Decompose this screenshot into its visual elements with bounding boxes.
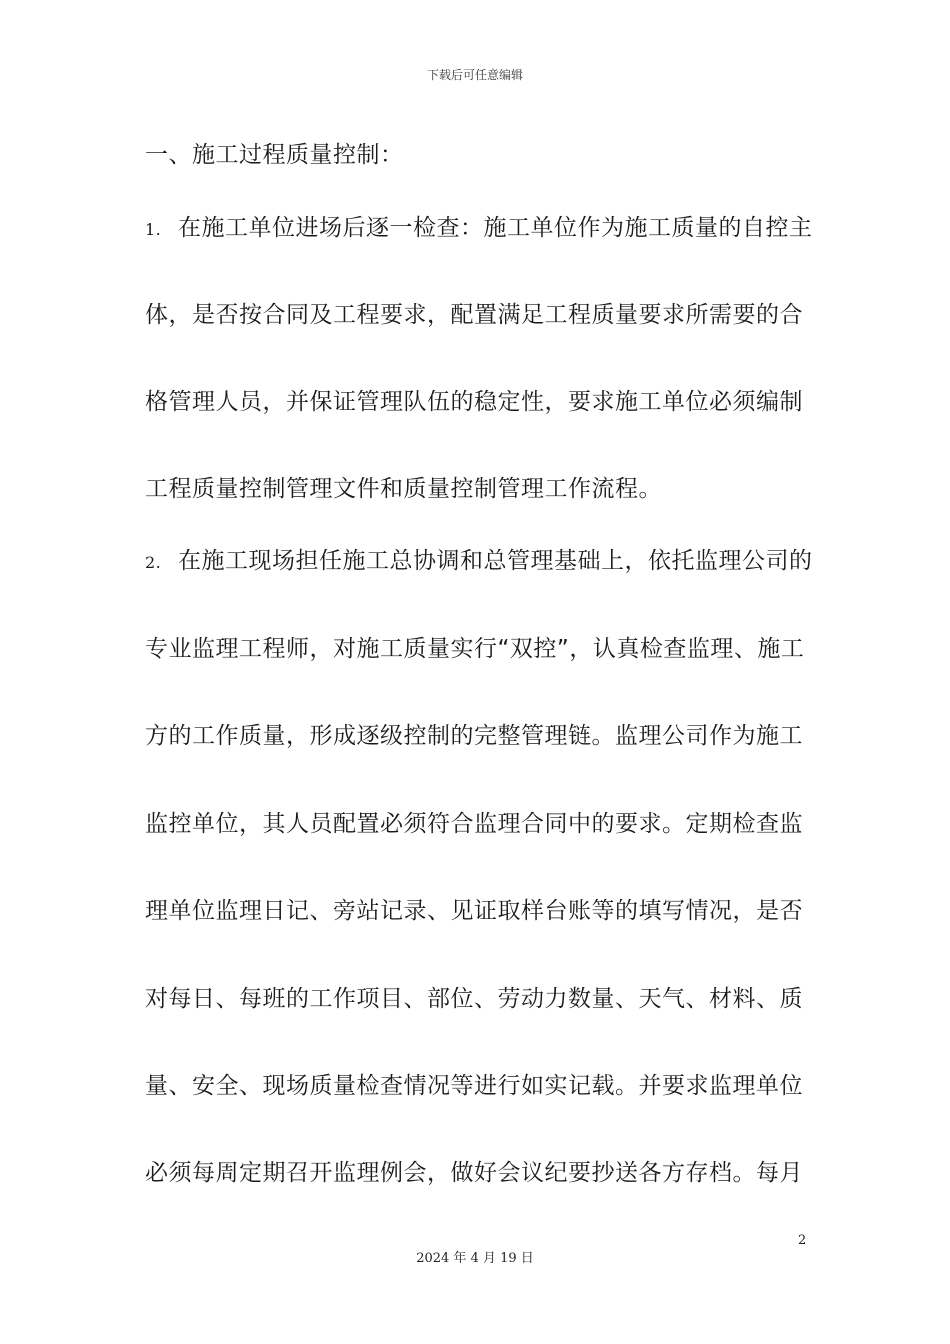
footer-date: 2024 年 4 月 19 日 [416,1251,534,1266]
item1-line-4: 工程质量控制管理文件和质量控制管理工作流程。 [145,476,662,502]
item2-line-2: 专业监理工程师，对施工质量实行“双控”，认真检查监理、施工 [145,636,805,662]
item2-line-7: 量、安全、现场质量检查情况等进行如实记载。并要求监理单位 [145,1073,803,1099]
item1-text-1: 在施工单位进场后逐一检查：施工单位作为施工质量的自控主 [178,215,813,241]
page-number: 2 [798,1233,807,1248]
section-heading: 一、施工过程质量控制： [145,142,404,168]
item2-text-1: 在施工现场担任施工总协调和总管理基础上，依托监理公司的 [178,548,813,574]
item2-number: 2. [145,553,162,572]
item1-line-1 [145,209,813,242]
item1-line-2: 体，是否按合同及工程要求，配置满足工程质量要求所需要的合 [145,302,803,328]
item2-line-8: 必须每周定期召开监理例会，做好会议纪要抄送各方存档。每月 [145,1160,803,1186]
page-header: 下载后可任意编辑 [426,68,523,82]
item2-line-6: 对每日、每班的工作项目、部位、劳动力数量、天气、材料、质 [145,986,803,1012]
item2-line-3: 方的工作质量，形成逐级控制的完整管理链。监理公司作为施工 [145,723,803,749]
item2-line-1 [145,542,813,575]
item1-number: 1. [145,220,162,239]
item2-line-5: 理单位监理日记、旁站记录、见证取样台账等的填写情况，是否 [145,898,803,924]
item1-line-3: 格管理人员，并保证管理队伍的稳定性，要求施工单位必须编制 [145,389,803,415]
item2-line-4: 监控单位，其人员配置必须符合监理合同中的要求。定期检查监 [145,811,803,837]
